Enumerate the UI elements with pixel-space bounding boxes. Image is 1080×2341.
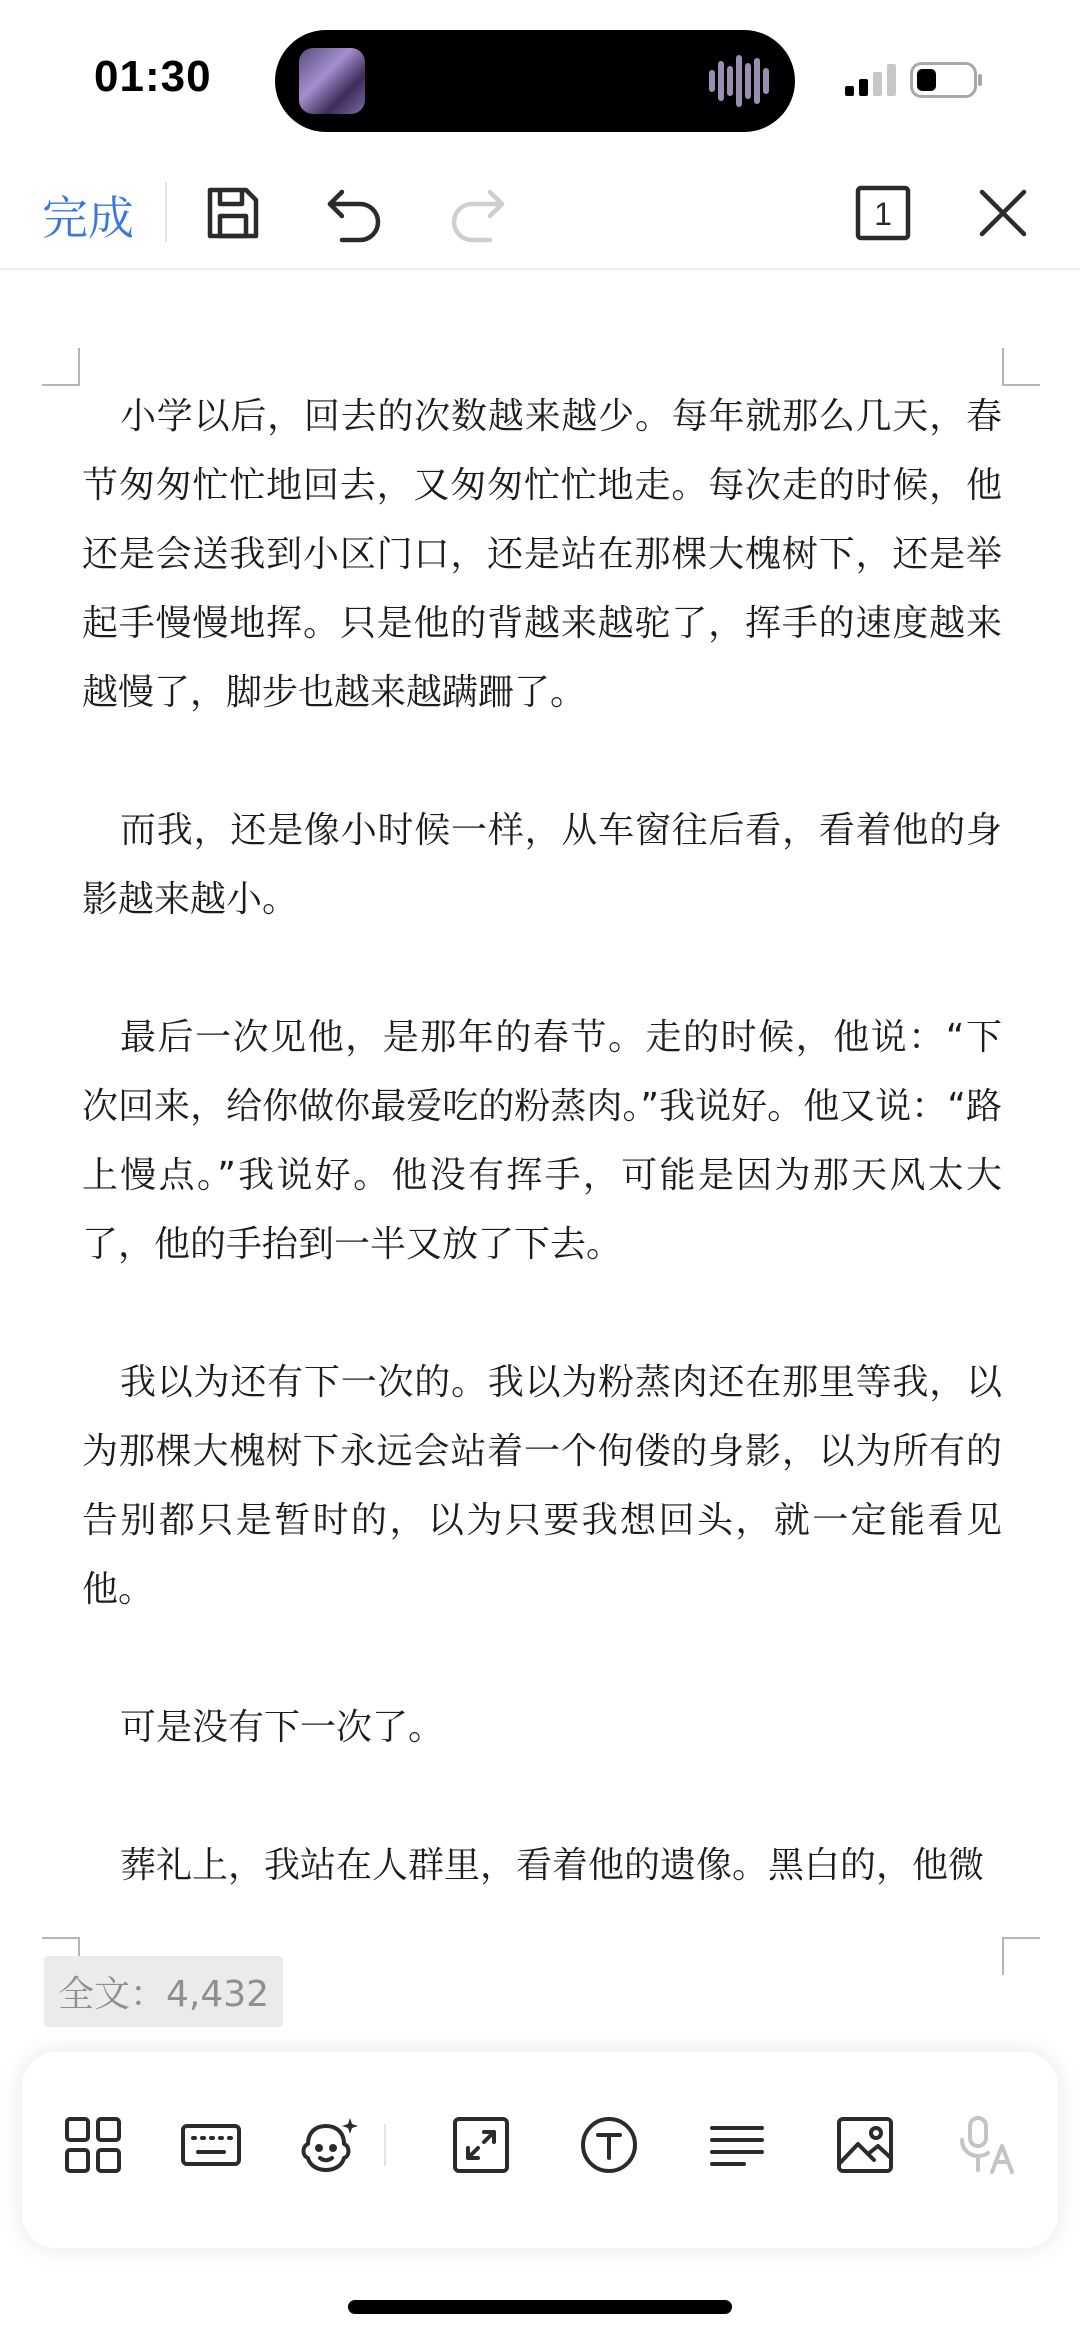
page-corner-mark (1002, 1937, 1040, 1975)
keyboard-icon[interactable] (180, 2114, 242, 2176)
fullscreen-icon[interactable] (450, 2114, 512, 2176)
bottom-toolbar (22, 2052, 1058, 2248)
audio-waveform-icon (709, 54, 769, 108)
align-icon[interactable] (706, 2114, 768, 2176)
battery-icon (910, 62, 984, 98)
status-time: 01:30 (94, 52, 212, 101)
voice-input-icon[interactable] (956, 2114, 1018, 2176)
toolbar-divider (165, 182, 167, 242)
app-icon[interactable] (299, 48, 365, 114)
apps-grid-icon[interactable] (62, 2114, 124, 2176)
undo-icon[interactable] (322, 180, 388, 246)
redo-icon[interactable] (444, 180, 510, 246)
paragraph[interactable]: 我以为还有下一次的。我以为粉蒸肉还在那里等我，以为那棵大槐树下永远会站着一个佝偻的身影，以为所有的告别都只是暂时的，以为只要我想回头，就一定能看见他。 (82, 1362, 1002, 1610)
paragraph[interactable]: 可是没有下一次了。 (120, 1707, 445, 1748)
page-count-label: 1 (874, 196, 892, 232)
save-icon[interactable] (200, 180, 266, 246)
word-count-badge: 全文：4,432 (44, 1956, 283, 2027)
paragraph[interactable]: 小学以后，回去的次数越来越少。每年就那么几天，春节匆匆忙忙地回去，又匆匆忙忙地走。每次走的时候，他还是会送我到小区门口，还是站在那棵大槐树下，还是举起手慢慢地挥。只是他的背越来越驼了，挥手的速度越来越慢了，脚步也越来越蹒跚了。 (82, 396, 1002, 713)
paragraph[interactable]: 葬礼上，我站在人群里，看着他的遗像。黑白的，他微 (120, 1845, 985, 1886)
document-page[interactable] (0, 272, 1080, 2017)
paragraph[interactable]: 最后一次见他，是那年的春节。走的时候，他说：“下次回来，给你做你最爱吃的粉蒸肉。”我说好。他又说：“路上慢点。”我说好。他没有挥手，可能是因为那天风太大了，他的手抬到一半又放了下去。 (82, 1017, 1002, 1265)
page-corner-mark (42, 348, 80, 386)
insert-image-icon[interactable] (834, 2114, 896, 2176)
dynamic-island[interactable] (275, 30, 795, 132)
document-body[interactable] (82, 382, 1002, 1942)
editor-toolbar (0, 160, 1080, 270)
page-corner-mark (1002, 348, 1040, 386)
status-bar (0, 0, 1080, 160)
toolbar-divider (384, 2124, 386, 2166)
page-count-icon[interactable] (850, 180, 916, 246)
text-format-icon[interactable] (578, 2114, 640, 2176)
signal-icon (845, 64, 897, 96)
home-indicator[interactable] (348, 2300, 732, 2314)
done-button[interactable]: 完成 (42, 191, 134, 245)
ai-assistant-icon[interactable] (298, 2114, 360, 2176)
close-icon[interactable] (970, 180, 1036, 246)
paragraph[interactable]: 而我，还是像小时候一样，从车窗往后看，看着他的身影越来越小。 (82, 810, 1002, 920)
